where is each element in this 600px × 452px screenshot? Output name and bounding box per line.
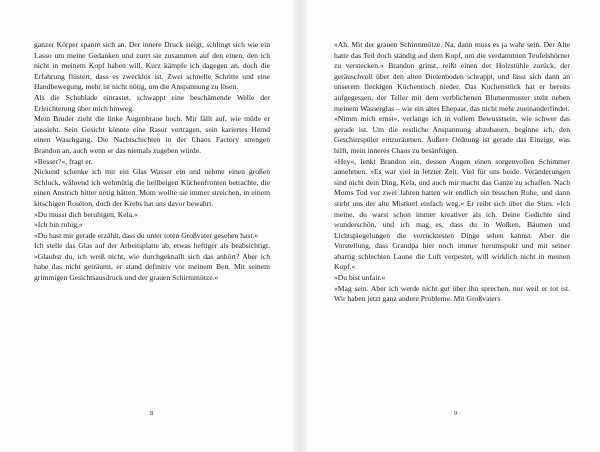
- paragraph: »Mag sein. Aber ich werde nicht gut über ihn sprechen, nur weil er tot ist. Wir haben jetzt ganz andere Probleme. Mit Großvaters: [334, 283, 570, 304]
- paragraph: Mein Bruder zieht die linke Augenbraue hoch. Mir fällt auf, wie müde er aussieht. Sein Gesicht könnte eine Rasur vertragen, sein kariertes Hemd einen Waschgang. Die Nachtschichten in der Chaos Factory strengen Brandon an, auch wenn er das niemals zugeben würde.: [34, 114, 270, 155]
- paragraph: Als die Schublade einrastet, schwappt eine beschämende Welle der Erleichterung über mich hinweg.: [34, 92, 270, 113]
- paragraph: »Hey«, lenkt Brandon ein, dessen Augen einen sorgenvollen Schimmer annehmen. »Es war viel in letzter Zeit. Viel für uns beide. Veränderungen sind nicht dein Ding, Kela, und auch mir macht das Ganze zu schaffen. Nach Moms Tod vor zwei Jahren hatten wir endlich ein bisschen Ruhe, und dann stirbt uns der alte Mistkerl einfach weg.« Er reibt sich über die Stirn. »Ich meine, du warst schon immer kreativer als ich. Deine Gedichte sind wunderschön, und ich mag es, dass du in Wolken, Bäumen und Lichtspiegelungen die verrücktesten Dinge sehen kannst. Aber die Vorstellung, dass Grandpa hier noch immer herumspukt und mit seiner abartig schlechten Laune die Luft verpestet, will wirklich nicht in meinen Kopf.«: [334, 156, 570, 272]
- page-number: 8: [150, 410, 154, 417]
- paragraph: »Nimm mich ernst«, verlange ich in vollem Bewusstsein, wie schwer das gerade ist. Um die restliche Anspannung abzubauen, beginne ich, den Geschirrspüler einzuräumen. Äußere Ordnung ist gerade das Einzige, was hilft, mein inneres Chaos zu besänftigen.: [334, 114, 570, 155]
- paragraph: ganzer Körper spannt sich an. Der innere Druck steigt, schlingt sich wie ein Lasso um meine Gedanken und zurrt sie zusammen auf den einen, den ich nicht in meinem Kopf haben will. Kurz kämpfe ich dagegen an, doch die Erfahrung flüstert, dass es zwecklos ist. Zwei schnelle Schritte und eine Handbewegung, mehr ist nicht nötig, um die Anspannung zu lösen.: [34, 40, 270, 92]
- left-page-text: [34, 40, 270, 284]
- page-number: 9: [454, 410, 458, 417]
- right-page-text: [334, 40, 570, 305]
- paragraph: »Ah. Mit der grauen Schirmmütze. Na, dann muss es ja wahr sein. Der Alte hatte das Teil doch ständig auf dem Kopf, um die verdammten Teufelshörner zu verstecken.« Brandon grinst, reißt einen der Holzstühle zurück, der geräuschvoll über den alten Dielenboden schrappt, und lässt sich dann an unserem fleckigen Küchentisch nieder. Das Kuchenstück hat er bereits aufgegessen, der Teller mit dem verblichenen Blumenmuster steht neben meinem Wasserglas – wie ein altes Ehepaar, das nicht mehr zueinanderfindet.: [334, 40, 570, 113]
- right-page: [302, 0, 600, 452]
- paragraph: »Du hast mir gerade erzählt, dass du unter toten Großvater gesehen hast.«: [34, 230, 259, 240]
- paragraph: Nickend schenke ich mir ein Glas Wasser ein und nehme einen großen Schluck, während ich wehmütig die hellbeigen Küchenfronten betrachte, die einen Anstrich bitter nötig hätten. Mom wollte sie immer streichen, in einem kitschigen Roséton, doch der Krebs hat uns davor bewahrt.: [34, 167, 270, 208]
- paragraph: »Ich bin ruhig.«: [34, 220, 83, 230]
- paragraph: »Du musst dich beruhigen, Kela.«: [34, 209, 138, 219]
- paragraph: Ich stelle das Glas auf der Arbeitsplatte ab, etwas heftiger als beabsichtigt. »Glaubst du, ich weiß nicht, wie durchgeknallt sich das anhört? Aber ich habe das nicht geträumt, er stand definitiv vor meinem Bett. Mit seinem grimmigen Gesichtsausdruck und der grauen Schirmmütze.«: [34, 241, 270, 283]
- left-page: [0, 0, 298, 452]
- paragraph: »Besser?«, fragt er.: [34, 156, 93, 166]
- paragraph: »Du bist unfair.«: [334, 273, 386, 283]
